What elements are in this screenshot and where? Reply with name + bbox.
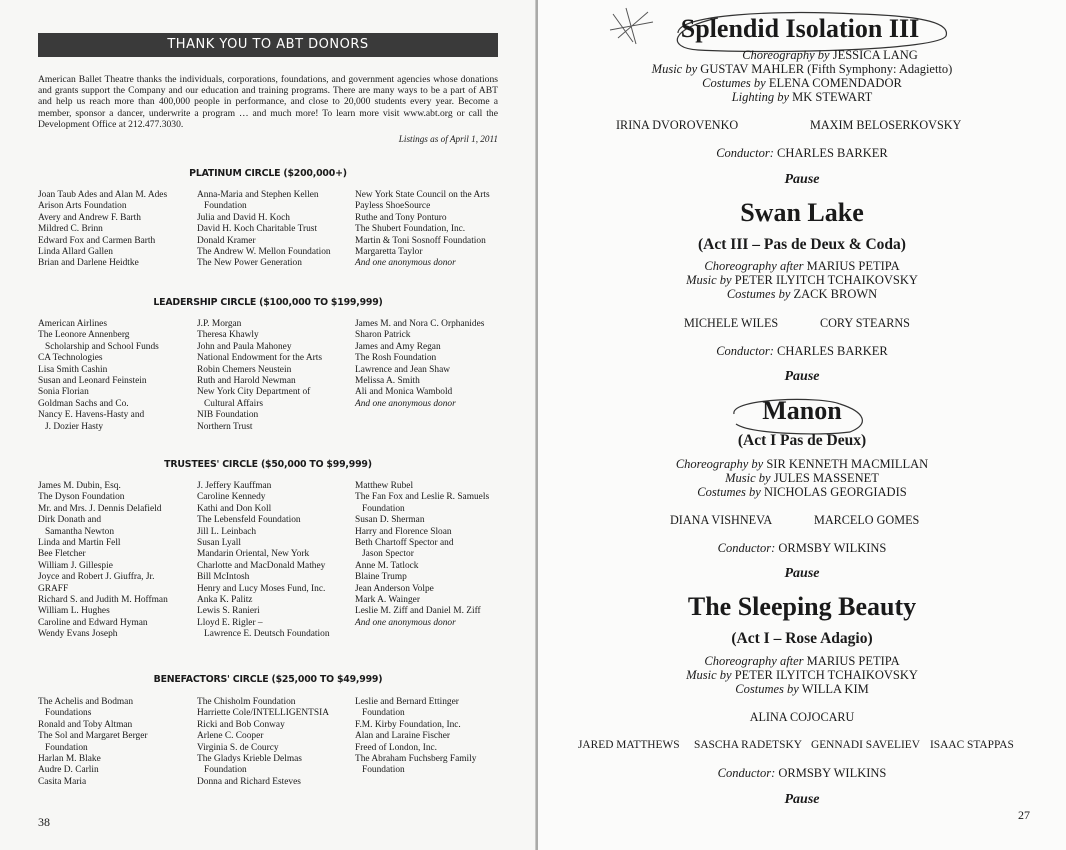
donor-entry: William L. Hughes	[38, 606, 110, 617]
costumes-credit: Costumes by NICHOLAS GEORGIADIS	[697, 485, 907, 499]
donor-entry: Foundation	[355, 503, 405, 514]
listing-date: Listings as of April 1, 2011	[398, 134, 498, 144]
donor-entry: Arlene C. Cooper	[197, 731, 264, 742]
donor-entry: The Lebensfeld Foundation	[197, 515, 301, 526]
donor-entry: Brian and Darlene Heidtke	[38, 258, 139, 269]
donor-entry: Foundation	[197, 201, 247, 212]
costumes-credit: Costumes by ZACK BROWN	[726, 287, 878, 301]
piece-title: Swan Lake	[740, 198, 864, 227]
donor-entry: Julia and David H. Koch	[197, 212, 290, 223]
right-page	[538, 0, 1066, 850]
donor-entry: Goldman Sachs and Co.	[38, 398, 129, 409]
donor-entry: Freed of London, Inc.	[355, 742, 438, 753]
donor-entry: Leslie M. Ziff and Daniel M. Ziff	[355, 606, 481, 617]
conductor-credit: Conductor: CHARLES BARKER	[716, 344, 888, 358]
donor-entry: James M. and Nora C. Orphanides	[355, 319, 485, 329]
donor-entry: Donald Kramer	[197, 235, 256, 246]
donor-entry: Jean Anderson Volpe	[355, 583, 434, 594]
donor-entry: Wendy Evans Joseph	[38, 629, 118, 640]
pause-label: Pause	[784, 172, 820, 187]
donor-entry: Charlotte and MacDonald Mathey	[197, 560, 326, 571]
donor-entry: Matthew Rubel	[355, 481, 414, 491]
choreography-credit: Choreography by SIR KENNETH MACMILLAN	[675, 457, 929, 471]
dancer-name: SASCHA RADETSKY	[694, 739, 802, 751]
conductor-credit: Conductor: ORMSBY WILKINS	[717, 766, 887, 780]
donor-entry: Richard S. and Judith M. Hoffman	[38, 595, 168, 606]
donor-entry: The Dyson Foundation	[38, 492, 125, 503]
donor-entry: GRAFF	[38, 583, 69, 594]
donor-entry: The Shubert Foundation, Inc.	[355, 224, 466, 235]
leadership-circle-title: LEADERSHIP CIRCLE ($100,000 TO $199,999)	[153, 297, 383, 308]
donor-entry: Jason Spector	[355, 549, 414, 560]
donor-entry: The Leonore Annenberg	[38, 330, 130, 341]
donor-entry: J. Dozier Hasty	[38, 421, 104, 432]
donor-entry: NIB Foundation	[197, 410, 259, 421]
donor-entry: Nancy E. Havens-Hasty and	[38, 410, 145, 421]
donor-entry: Ronald and Toby Altman	[38, 719, 133, 730]
platinum-col-2	[197, 190, 355, 270]
benefactors-circle-title: BENEFACTORS' CIRCLE ($25,000 TO $49,999)	[153, 674, 383, 685]
donor-entry: Edward Fox and Carmen Barth	[38, 235, 156, 246]
choreography-credit: Choreography after MARIUS PETIPA	[704, 259, 900, 273]
piece-title: The Sleeping Beauty	[687, 592, 917, 621]
donor-entry: Payless ShoeSource	[355, 201, 431, 212]
dancer-name: IRINA DVOROVENKO	[616, 118, 739, 132]
donor-entry: Caroline and Edward Hyman	[38, 617, 148, 628]
donor-entry: The New Power Generation	[197, 258, 302, 269]
donor-entry: Linda and Martin Fell	[38, 538, 121, 549]
choreography-credit: Choreography after MARIUS PETIPA	[704, 654, 900, 668]
dancer-name: MICHELE WILES	[684, 316, 779, 330]
donor-entry: Martin & Toni Sosnoff Foundation	[355, 235, 486, 246]
donor-entry: Ruthe and Tony Ponturo	[355, 212, 447, 223]
donor-entry: Susan Lyall	[197, 538, 242, 549]
leadership-col-3	[355, 319, 513, 410]
conductor-credit: Conductor: ORMSBY WILKINS	[717, 541, 887, 555]
trustees-circle-title: TRUSTEES' CIRCLE ($50,000 TO $99,999)	[164, 459, 372, 470]
donor-entry: Lawrence and Jean Shaw	[355, 364, 451, 375]
conductor-credit: Conductor: CHARLES BARKER	[716, 146, 888, 160]
trustees-col-2	[197, 481, 355, 641]
lighting-credit: Lighting by MK STEWART	[731, 90, 873, 104]
donor-entry: Lloyd E. Rigler –	[197, 617, 263, 628]
donor-entry: Lewis S. Ranieri	[197, 606, 260, 617]
donor-entry: Virginia S. de Courcy	[197, 742, 279, 753]
donor-entry: The Abraham Fuchsberg Family	[355, 754, 477, 765]
pause-label: Pause	[784, 792, 820, 807]
donor-entry: Margaretta Taylor	[355, 247, 423, 258]
donor-entry: Mandarin Oriental, New York	[197, 549, 310, 560]
pause-label: Pause	[784, 369, 820, 384]
donor-entry: Mildred C. Brinn	[38, 224, 103, 235]
donor-entry: John and Paula Mahoney	[197, 341, 292, 352]
donor-entry: And one anonymous donor	[355, 617, 456, 628]
donor-entry: James and Amy Regan	[355, 341, 441, 352]
choreography-credit: Choreography by JESSICA LANG	[742, 48, 918, 62]
dancer-name: DIANA VISHNEVA	[670, 513, 773, 527]
dancer-name: GENNADI SAVELIEV	[811, 739, 920, 751]
leadership-col-2	[197, 319, 355, 433]
donor-entry: Sonia Florian	[38, 387, 89, 398]
donor-entry: Harlan M. Blake	[38, 754, 101, 765]
donor-entry: Northern Trust	[197, 421, 253, 432]
music-credit: Music by PETER ILYITCH TCHAIKOVSKY	[686, 668, 918, 682]
donor-entry: Avery and Andrew F. Barth	[38, 212, 141, 223]
donor-entry: Foundations	[38, 708, 92, 719]
leadership-col-1	[38, 319, 196, 433]
donor-entry: Mark A. Wainger	[355, 595, 420, 606]
benefactors-col-2	[197, 697, 355, 788]
trustees-col-3	[355, 481, 513, 629]
donor-entry: Joyce and Robert J. Giuffra, Jr.	[38, 572, 155, 583]
donor-entry: The Fan Fox and Leslie R. Samuels	[355, 492, 490, 503]
donor-entry: The Andrew W. Mellon Foundation	[197, 247, 331, 258]
trustees-col-1	[38, 481, 196, 641]
donor-entry: Susan and Leonard Feinstein	[38, 376, 147, 387]
piece-subtitle: (Act I Pas de Deux)	[737, 432, 867, 449]
donor-entry: Bill McIntosh	[197, 572, 250, 583]
donor-entry: Harriette Cole/INTELLIGENTSIA	[197, 708, 329, 719]
donor-entry: The Rosh Foundation	[355, 353, 437, 364]
donor-entry: The Chisholm Foundation	[197, 697, 296, 707]
donor-entry: Harry and Florence Sloan	[355, 526, 452, 537]
lead-dancer-name: ALINA COJOCARU	[749, 710, 855, 724]
donor-entry: Lawrence E. Deutsch Foundation	[197, 629, 330, 640]
donor-entry: Sharon Patrick	[355, 330, 411, 341]
donor-entry: Scholarship and School Funds	[38, 341, 159, 352]
donor-entry: Leslie and Bernard Ettinger	[355, 697, 459, 707]
donor-entry: Samantha Newton	[38, 526, 115, 537]
donor-entry: New York State Council on the Arts	[355, 190, 490, 200]
donor-entry: Foundation	[355, 765, 405, 776]
music-credit: Music by GUSTAV MAHLER (Fifth Symphony: Adagietto)	[651, 62, 953, 76]
donor-entry: Blaine Trump	[355, 572, 407, 583]
donor-entry: David H. Koch Charitable Trust	[197, 224, 318, 235]
donor-entry: Anne M. Tatlock	[355, 560, 419, 571]
donor-entry: Mr. and Mrs. J. Dennis Delafield	[38, 503, 162, 514]
dancer-name: ISAAC STAPPAS	[930, 739, 1014, 751]
costumes-credit: Costumes by WILLA KIM	[735, 682, 869, 696]
donor-entry: Audre D. Carlin	[38, 765, 99, 776]
donor-entry: American Airlines	[38, 319, 107, 329]
donor-entry: Kathi and Don Koll	[197, 503, 272, 514]
donor-entry: J.P. Morgan	[197, 319, 242, 329]
donor-entry: Dirk Donath and	[38, 515, 102, 526]
dancer-name: MAXIM BELOSERKOVSKY	[810, 118, 962, 132]
donor-entry: Caroline Kennedy	[197, 492, 266, 503]
donor-entry: Jill L. Leinbach	[197, 526, 257, 537]
donor-entry: The Gladys Krieble Delmas	[197, 754, 302, 765]
donor-entry: Bee Fletcher	[38, 549, 86, 560]
donor-entry: William J. Gillespie	[38, 560, 113, 571]
donor-entry: Henry and Lucy Moses Fund, Inc.	[197, 583, 326, 594]
donor-entry: Anna-Maria and Stephen Kellen	[197, 190, 319, 200]
platinum-circle-title: PLATINUM CIRCLE ($200,000+)	[189, 168, 347, 179]
donor-entry: Beth Chartoff Spector and	[355, 538, 454, 549]
donor-entry: Foundation	[38, 742, 88, 753]
dancer-name: CORY STEARNS	[820, 316, 910, 330]
donor-entry: Joan Taub Ades and Alan M. Ades	[38, 190, 168, 200]
donor-entry: The Achelis and Bodman	[38, 697, 134, 707]
piece-subtitle: (Act I – Rose Adagio)	[731, 630, 873, 647]
donor-entry: Alan and Laraine Fischer	[355, 731, 451, 742]
donor-entry: Melissa A. Smith	[355, 376, 420, 387]
donor-entry: New York City Department of	[197, 387, 311, 398]
donor-entry: Arison Arts Foundation	[38, 201, 127, 212]
donor-entry: F.M. Kirby Foundation, Inc.	[355, 719, 461, 730]
dancer-name: MARCELO GOMES	[814, 513, 920, 527]
donor-entry: Foundation	[197, 765, 247, 776]
music-credit: Music by PETER ILYITCH TCHAIKOVSKY	[686, 273, 918, 287]
donor-entry: The Sol and Margaret Berger	[38, 731, 148, 742]
donor-entry: Susan D. Sherman	[355, 515, 425, 526]
donor-entry: And one anonymous donor	[355, 398, 456, 409]
donor-entry: Theresa Khawly	[197, 330, 259, 341]
costumes-credit: Costumes by ELENA COMENDADOR	[702, 76, 902, 90]
donor-entry: Casita Maria	[38, 776, 87, 787]
donors-banner: THANK YOU TO ABT DONORS	[38, 33, 498, 57]
donor-entry: CA Technologies	[38, 353, 103, 364]
music-credit: Music by JULES MASSENET	[725, 471, 879, 485]
intro-paragraph: American Ballet Theatre thanks the individuals, corporations, foundations, and government agencies whose donations and grants support the Company and our education and training programs. There are many ways to be a part of ABT and help us reach more than 400,000 people in performance, and close to 20,000 students every year. Become a member, sponsor a dancer, underwrite a program … and much more! To learn more visit www.abt.org or call the Development Office at 212.477.3030.	[38, 74, 498, 130]
benefactors-col-3	[355, 697, 513, 777]
donor-entry: Anka K. Palitz	[197, 595, 253, 606]
donor-entry: And one anonymous donor	[355, 258, 456, 269]
platinum-col-3	[355, 190, 513, 270]
donor-entry: Ruth and Harold Newman	[197, 376, 296, 387]
left-page-number: 38	[38, 815, 50, 829]
donor-entry: Lisa Smith Cashin	[38, 364, 108, 375]
donor-entry: Cultural Affairs	[197, 398, 263, 409]
piece-subtitle: (Act III – Pas de Deux & Coda)	[698, 236, 906, 253]
pause-label: Pause	[784, 566, 820, 581]
donor-entry: James M. Dubin, Esq.	[38, 481, 121, 491]
benefactors-col-1	[38, 697, 196, 788]
donor-entry: Robin Chemers Neustein	[197, 364, 292, 375]
dancer-name: JARED MATTHEWS	[578, 739, 680, 751]
platinum-col-1	[38, 190, 196, 270]
donor-entry: Linda Allard Gallen	[38, 247, 113, 258]
donor-entry: Donna and Richard Esteves	[197, 776, 301, 787]
right-page-number: 27	[1018, 808, 1030, 822]
donor-entry: Ali and Monica Wambold	[355, 387, 453, 398]
donor-entry: Foundation	[355, 708, 405, 719]
piece-title: Splendid Isolation III	[680, 14, 920, 43]
donor-entry: Ricki and Bob Conway	[197, 719, 285, 730]
piece-title: Manon	[762, 396, 842, 425]
donor-entry: National Endowment for the Arts	[197, 353, 322, 364]
donor-entry: J. Jeffery Kauffman	[197, 481, 272, 491]
